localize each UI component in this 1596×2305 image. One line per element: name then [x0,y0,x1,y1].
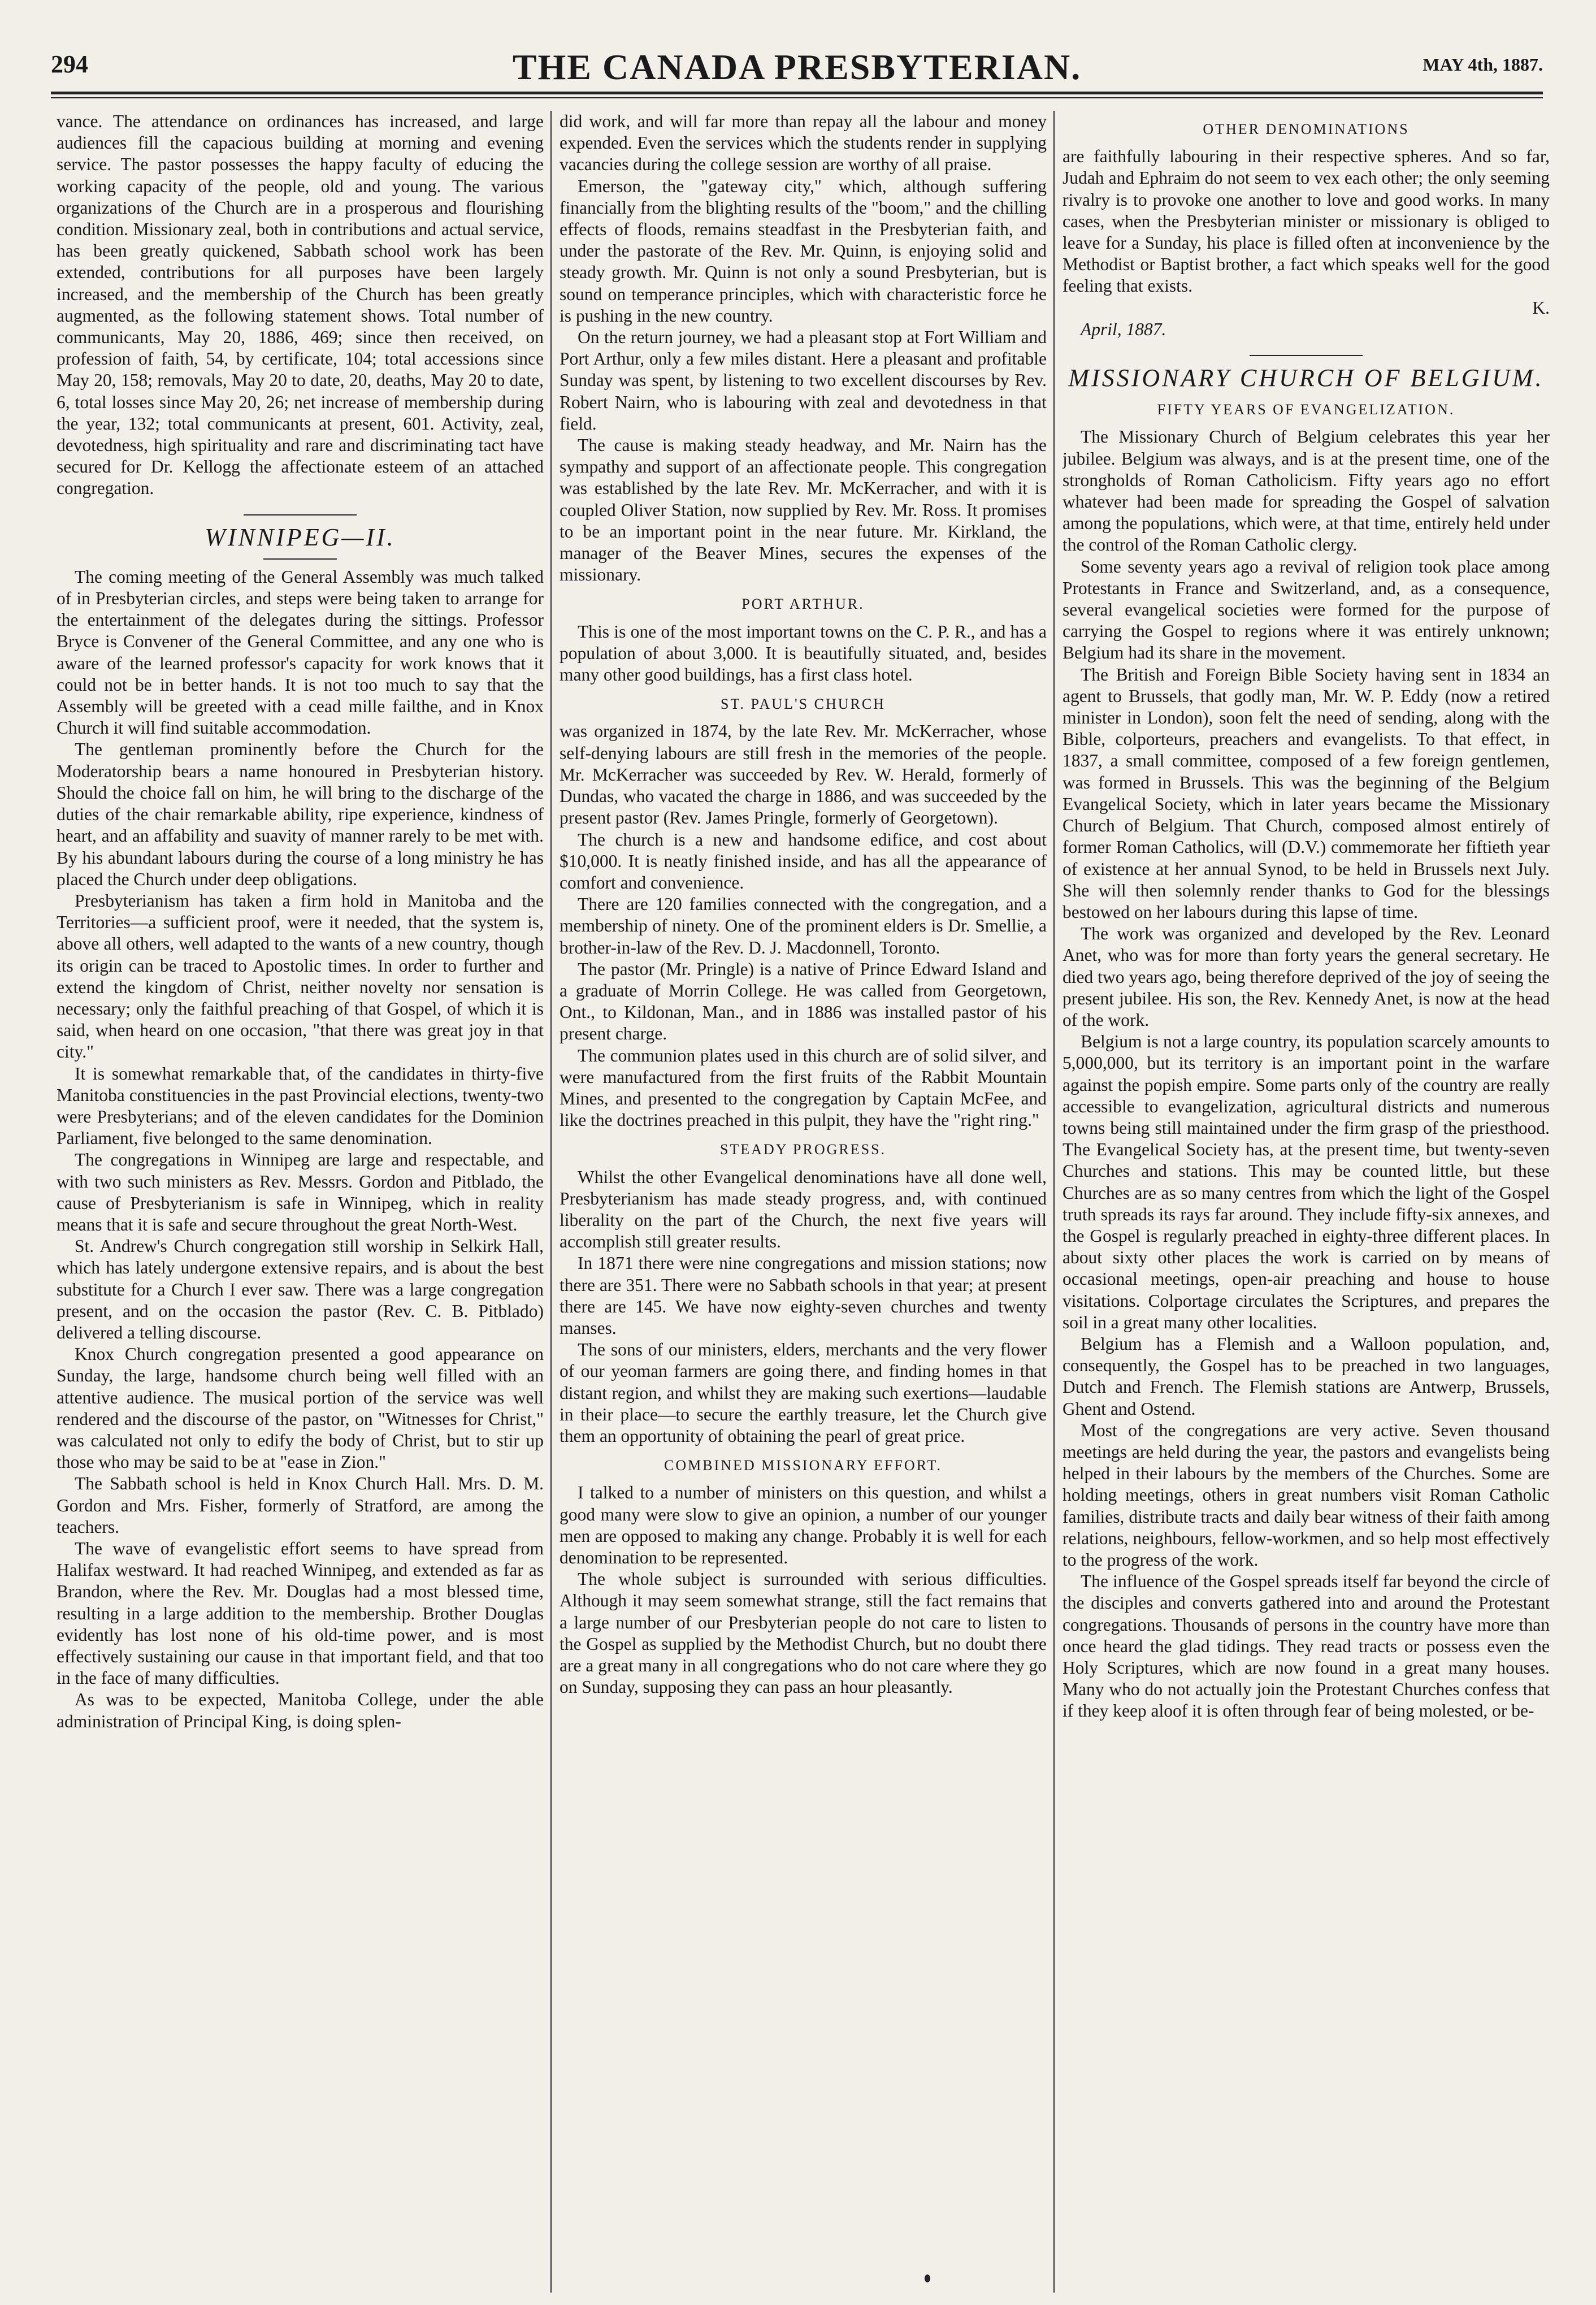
paragraph: I talked to a number of ministers on this question, and whilst a good many were slow to give an opinion, a number of our younger men are opposed to making any change. Probably it is well for each denomination to be represented. [560,1483,1047,1567]
paragraph: The Missionary Church of Belgium celebrates this year her jubilee. Belgium was always, and is at the present time, one of the strongholds of Roman Catholicism. Fifty years ago no effort whatever had been made for spreading the Gospel of salvation among the populations, which were, at that time, entirely held under the control of the Roman Catholic clergy. [1062,427,1550,555]
section-subhead: COMBINED MISSIONARY EFFORT. [664,1457,942,1474]
paragraph: Emerson, the "gateway city," which, although suffering financially from the blighting results of the "boom," and the chilling effects of floods, remains steadfast in the Presbyterian faith, and under the pastorate of the Rev. Mr. Quinn, is enjoying solid and steady growth. Mr. Quinn is not only a sound Presbyterian, but is sound on temperance principles, which with characteristic force he is pushing in the new country. [560,176,1047,326]
column-divider [1053,111,1055,2293]
paragraph: The work was organized and developed by the Rev. Leonard Anet, who was for more than forty years the general secretary. He died two years ago, being therefore deprived of the joy of seeing the present jubilee. His son, the Rev. Kennedy Anet, is now at the head of the work. [1062,924,1550,1030]
paragraph: On the return journey, we had a pleasant stop at Fort William and Port Arthur, only a few miles distant. Here a pleasant and profitable Sunday was spent, by listening to two excellent discourses by Rev. Robert Nairn, who is labouring with zeal and devotedness in that field. [560,327,1047,434]
article-title: WINNIPEG—II. [205,523,396,551]
paragraph: As was to be expected, Manitoba College, under the able administration of Principal King, is doing splen- [57,1689,544,1731]
paragraph: Some seventy years ago a revival of religion took place among Protestants in France and Switzerland, and, as a consequence, several evangelical societies were formed for the purpose of carrying the Gospel to regions where it was entirely unknown; Belgium had its share in the movement. [1062,556,1550,663]
paragraph: The Sabbath school is held in Knox Church Hall. Mrs. D. M. Gordon and Mrs. Fisher, formerly of Stratford, are among the teachers. [57,1474,544,1537]
section-subhead: PORT ARTHUR. [741,596,865,613]
paragraph: did work, and will far more than repay all the labour and money expended. Even the services which the students render in supplying vacancies during the college session are worthy of all praise. [560,111,1047,175]
section-subhead: STEADY PROGRESS. [719,1141,887,1158]
paragraph: was organized in 1874, by the late Rev. Mr. McKerracher, whose self-denying labours are still fresh in the memories of the people. Mr. McKerracher was succeeded by Rev. W. Herald, formerly of Dundas, who vacated the charge in 1886, and was succeeded by the present pastor (Rev. James Pringle, formerly of Georgetown). [560,721,1047,828]
paragraph: In 1871 there were nine congregations and mission stations; now there are 351. There were no Sabbath schools in that year; at present there are 145. We have now eighty-seven churches and twenty manses. [560,1253,1047,1338]
paragraph: The sons of our ministers, elders, merchants and the very flower of our yeoman farmers are going there, and finding homes in that distant region, and whilst they are making such exertions—laudable in their place—to secure the earthly treasure, let the Church give them an opportunity of obtaining the pearl of great price. [560,1340,1047,1446]
page-header [51,46,1543,92]
paragraph: The communion plates used in this church are of solid silver, and were manufactured from the first fruits of the Rabbit Mountain Mines, and presented to the congregation by Captain McFee, and like the doctrines preached in this pulpit, they have the "right ring." [560,1045,1047,1130]
article-subtitle: FIFTY YEARS OF EVANGELIZATION. [1157,401,1455,418]
paragraph: It is somewhat remarkable that, of the candidates in thirty-five Manitoba constituencies in the past Provincial elections, twenty-two were Presbyterians; and of the eleven candidates for the Dominion Parliament, five belonged to the same denomination. [57,1063,544,1149]
paragraph: The wave of evangelistic effort seems to have spread from Halifax westward. It had reached Winnipeg, and extended as far as Brandon, where the Rev. Mr. Douglas had a most blessed time, resulting in a large addition to the membership. Brother Douglas evidently has lost none of his old-time power, and is most effectively sustaining our cause in that important field, and that too in the face of many difficulties. [57,1539,544,1688]
paragraph: St. Andrew's Church congregation still worship in Selkirk Hall, which has lately undergone extensive repairs, and is about the best substitute for a Church I ever saw. There was a large congregation present, and on the occasion the pastor (Rev. C. B. Pitblado) delivered a telling discourse. [57,1236,544,1342]
paragraph: The congregations in Winnipeg are large and respectable, and with two such ministers as Rev. Messrs. Gordon and Pitblado, the cause of Presbyterianism is safe in Winnipeg, which in reality means that it is safe and secure throughout the great North-West. [57,1150,544,1234]
paragraph: The whole subject is surrounded with serious difficulties. Although it may seem somewhat strange, still the fact remains that a large number of our Presbyterian people do not care to listen to the Gospel as supplied by the Methodist Church, but no doubt there are a great many in all congregations who do not care where they go on Sunday, supposing they can pass an hour pleasantly. [560,1569,1047,1697]
paragraph: are faithfully labouring in their respective spheres. And so far, Judah and Ephraim do not seem to vex each other; the only seeming rivalry is to provoke one another to love and good works. In many cases, when the Presbyterian minister or missionary is obliged to leave for a Sunday, his place is filled often at inconvenience by the Methodist or Baptist brother, a fact which speaks well for the good feeling that exists. [1062,146,1550,296]
dateline: April, 1887. [1081,319,1166,339]
column-divider [550,111,552,2293]
column-2 [560,111,1047,2293]
print-speck [925,2274,930,2282]
author-signature: K. [1532,297,1550,318]
title-rule [1250,355,1363,356]
page-number: 294 [51,50,88,78]
header-rule-thick [51,92,1543,94]
column-3 [1062,111,1550,2293]
paragraph: vance. The attendance on ordinances has increased, and large audiences fill the capacious building at morning and evening service. The pastor possesses the happy faculty of educing the working capacity of the people, old and young. The various organizations of the Church are in a prosperous and flourishing condition. Missionary zeal, both in contributions and actual service, has been greatly quickened, Sabbath school work has been extended, contributions for all purposes have been largely increased, and the membership of the Church has been greatly augmented, as the following statement shows. Total number of communicants, May 20, 1886, 469; since then received, on profession of faith, 54, by certificate, 104; total accessions since May 20, 158; removals, May 20 to date, 20, deaths, May 20 to date, 6, total losses since May 20, 26; net increase of membership during the year, 132; total communicants at present, 601. Activity, zeal, devotedness, high spirituality and rare and discriminating tact have secured for Dr. Kellogg the affectionate esteem of an attached congregation. [57,111,544,499]
paragraph: Whilst the other Evangelical denominations have all done well, Presbyterianism has made steady progress, and, with continued liberality on the part of the Church, the next five years will accomplish still greater results. [560,1167,1047,1252]
paragraph: This is one of the most important towns on the C. P. R., and has a population of about 3,000. It is beautifully situated, and, besides many other good buildings, has a first class hotel. [560,621,1047,685]
paragraph: The gentleman prominently before the Church for the Moderatorship bears a name honoured in Presbyterian history. Should the choice fall on him, he will bring to the discharge of the duties of the chair remarkable ability, ripe experience, kindness of heart, and an affability and suavity of manner rarely to be met with. By his abundant labours during the course of a long ministry he has placed the Church under deep obligations. [57,739,544,889]
header-rule-thin [51,97,1543,98]
paragraph: The pastor (Mr. Pringle) is a native of Prince Edward Island and a graduate of Morrin College. He was called from Georgetown, Ont., to Kildonan, Man., and in 1886 was installed pastor of his present charge. [560,959,1047,1044]
title-rule [244,514,357,515]
masthead-title: THE CANADA PRESBYTERIAN. [512,47,1082,87]
paragraph: The British and Foreign Bible Society having sent in 1834 an agent to Brussels, that godly man, Mr. W. P. Eddy (now a retired minister in London), soon felt the need of sending, along with the Bible, colporteurs, preachers and evangelists. To that effect, in 1837, a small committee, composed of a few foreign gentlemen, was formed in Brussels. This was the beginning of the Belgium Evangelical Society, which in later years became the Missionary Church of Belgium. That Church, composed almost entirely of former Roman Catholics, will (D.V.) commemorate her fiftieth year of existence at her annual Synod, to be held in Brussels next July. She will then solemnly render thanks to God for the blessings bestowed on her labours during this lapse of time. [1062,664,1550,922]
paragraph: Knox Church congregation presented a good appearance on Sunday, the large, handsome church being well filled with an attentive audience. The musical portion of the service was well rendered and the discourse of the pastor, on "Witnesses for Christ," was calculated not only to edify the body of Christ, but to stir up those who may be said to be at "ease in Zion." [57,1344,544,1472]
column-1 [57,111,544,2293]
paragraph: There are 120 families connected with the congregation, and a membership of ninety. One of the prominent elders is Dr. Smellie, a brother-in-law of the Rev. D. J. Macdonnell, Toronto. [560,894,1047,957]
paragraph: The coming meeting of the General Assembly was much talked of in Presbyterian circles, and steps were being taken to arrange for the entertainment of the delegates during the sittings. Professor Bryce is Convener of the General Committee, and any one who is aware of the learned professor's capacity for work knows that it could not be in better hands. It is not too much to say that the Assembly will be greeted with a cead mille failthe, and in Knox Church it will find suitable accommodation. [57,566,544,738]
section-subhead: OTHER DENOMINATIONS [1203,121,1409,137]
issue-date: MAY 4th, 1887. [1422,54,1543,75]
paragraph: Presbyterianism has taken a firm hold in Manitoba and the Territories—a sufficient proof, were it needed, that the system is, above all others, well adapted to the wants of a new country, though its origin can be traced to Apostolic times. In order to further and extend the kingdom of Christ, neither novelty nor sensation is necessary; only the faithful preaching of that Gospel, of which it is said, when heard on one occasion, "that there was great joy in that city." [57,890,544,1062]
paragraph: Belgium has a Flemish and a Walloon population, and, consequently, the Gospel has to be preached in two languages, Dutch and French. The Flemish stations are Antwerp, Brussels, Ghent and Ostend. [1062,1333,1550,1419]
paragraph: The cause is making steady headway, and Mr. Nairn has the sympathy and support of an affectionate people. This congregation was established by the late Rev. Mr. McKerracher, and with it is coupled Oliver Station, now supplied by Rev. Mr. Ross. It promises to be an important point in the near future. Mr. Kirkland, the manager of the Beaver Mines, secures the expenses of the missionary. [560,435,1047,585]
section-subhead: ST. PAUL'S CHURCH [721,696,886,713]
article-title: MISSIONARY CHURCH OF BELGIUM. [1068,364,1544,392]
paragraph: The church is a new and handsome edifice, and cost about $10,000. It is neatly finished inside, and has all the appearance of comfort and convenience. [560,829,1047,892]
paragraph: Belgium is not a large country, its population scarcely amounts to 5,000,000, but its territory is an important point in the warfare against the popish empire. Some parts only of the country are really accessible to evangelization, agricultural districts and numerous towns being still maintained under the firm grasp of the priesthood. The Evangelical Society has, at the present time, but twenty-seven Churches and stations. This may be counted little, but these Churches are as so many centres from which the light of the Gospel truth spreads its rays far around. They include fifty-six annexes, and the Gospel is regularly preached in eighty-three different places. In about sixty other places the work is carried on by means of occasional meetings, open-air preaching and house to house visitations. Colportage circulates the Scriptures, and prepares the soil in a great many other localities. [1062,1032,1550,1332]
paragraph: Most of the congregations are very active. Seven thousand meetings are held during the year, the pastors and evangelists being helped in their labours by the members of the Churches. Some are holding meetings, others in great numbers visit Roman Catholic families, distribute tracts and daily bear witness of their faith among relations, neighbours, fellow-workmen, and so help most effectively to the progress of the work. [1062,1420,1550,1570]
title-rule [263,558,337,560]
paragraph: The influence of the Gospel spreads itself far beyond the circle of the disciples and converts gathered into and around the Protestant congregations. Thousands of persons in the country have more than once heard the glad tidings. They read tracts or possess even the Holy Scriptures, which are now found in a great many houses. Many who do not actually join the Protestant Churches confess that if they keep aloof it is often through fear of being molested, or be- [1062,1571,1550,1721]
